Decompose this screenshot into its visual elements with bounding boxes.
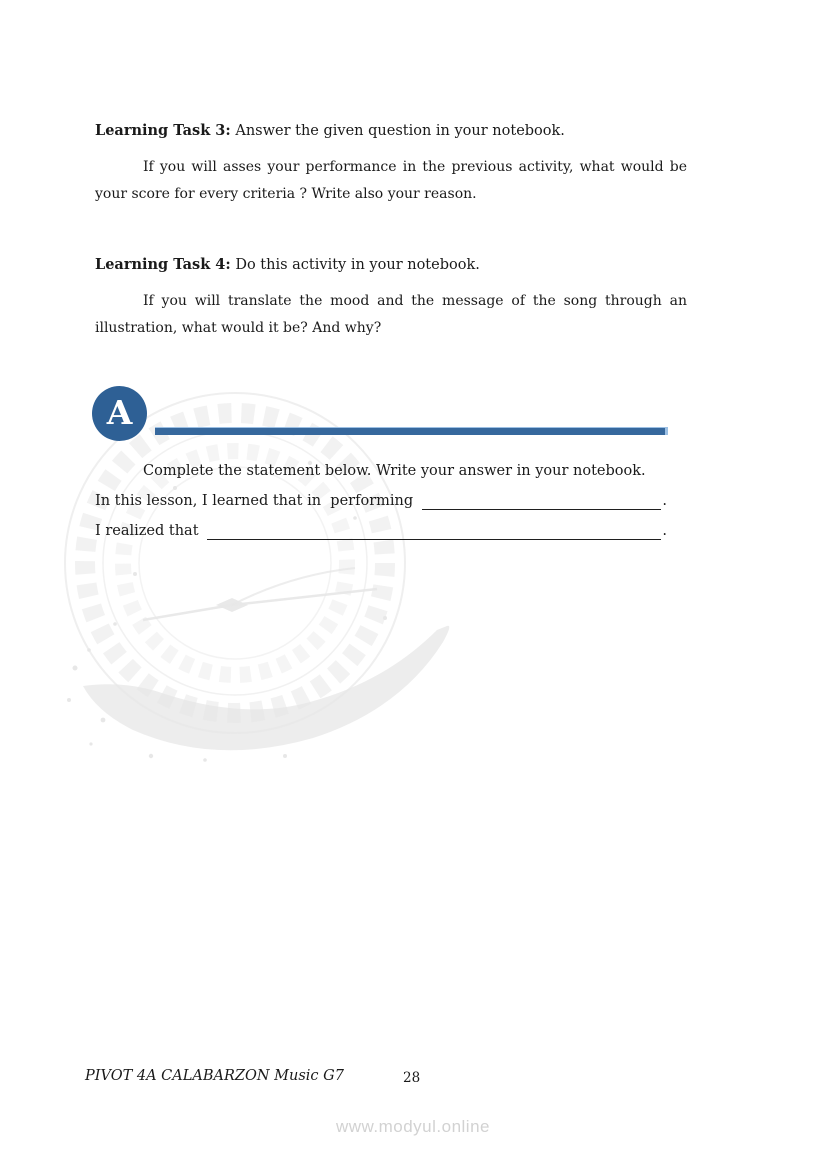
fill-line-1-period: . <box>662 493 667 509</box>
learning-task-3-instruction: Answer the given question in your notebook. <box>230 123 565 139</box>
fill-line-2-period: . <box>662 523 667 539</box>
learning-task-3-label: Learning Task 3: <box>95 122 231 139</box>
section-divider-rule <box>155 427 668 435</box>
fill-line-1 <box>95 486 667 516</box>
answer-blank-line <box>207 525 661 541</box>
learning-task-3-heading <box>95 117 687 145</box>
learning-task-3-body: If you will asses your performance in the previous activity, what would be your score for every criteria ? Write also your reason. <box>95 159 687 202</box>
learning-task-4-heading <box>95 251 687 279</box>
site-watermark-text: www.modyul.online <box>335 1117 490 1136</box>
fill-in-statements <box>95 486 667 546</box>
learning-task-3 <box>95 117 687 208</box>
learning-task-4-label: Learning Task 4: <box>95 256 231 273</box>
footer-book-title: PIVOT 4A CALABARZON Music G7 <box>85 1068 344 1084</box>
answer-blank-line <box>422 495 662 511</box>
learning-task-4 <box>95 251 687 342</box>
assessment-badge <box>92 386 147 441</box>
footer-page-number: 28 <box>403 1070 421 1086</box>
fill-line-2-text: I realized that <box>95 523 204 539</box>
fill-line-2 <box>95 516 667 546</box>
fill-line-1-text: In this lesson, I learned that in performing <box>95 493 418 509</box>
assessment-intro: Complete the statement below. Write your answer in your notebook. <box>143 463 646 479</box>
learning-task-4-instruction: Do this activity in your notebook. <box>230 257 480 273</box>
assessment-badge-letter: A <box>106 393 133 432</box>
learning-task-4-body: If you will translate the mood and the message of the song through an illustration, what would it be? And why? <box>95 293 687 336</box>
